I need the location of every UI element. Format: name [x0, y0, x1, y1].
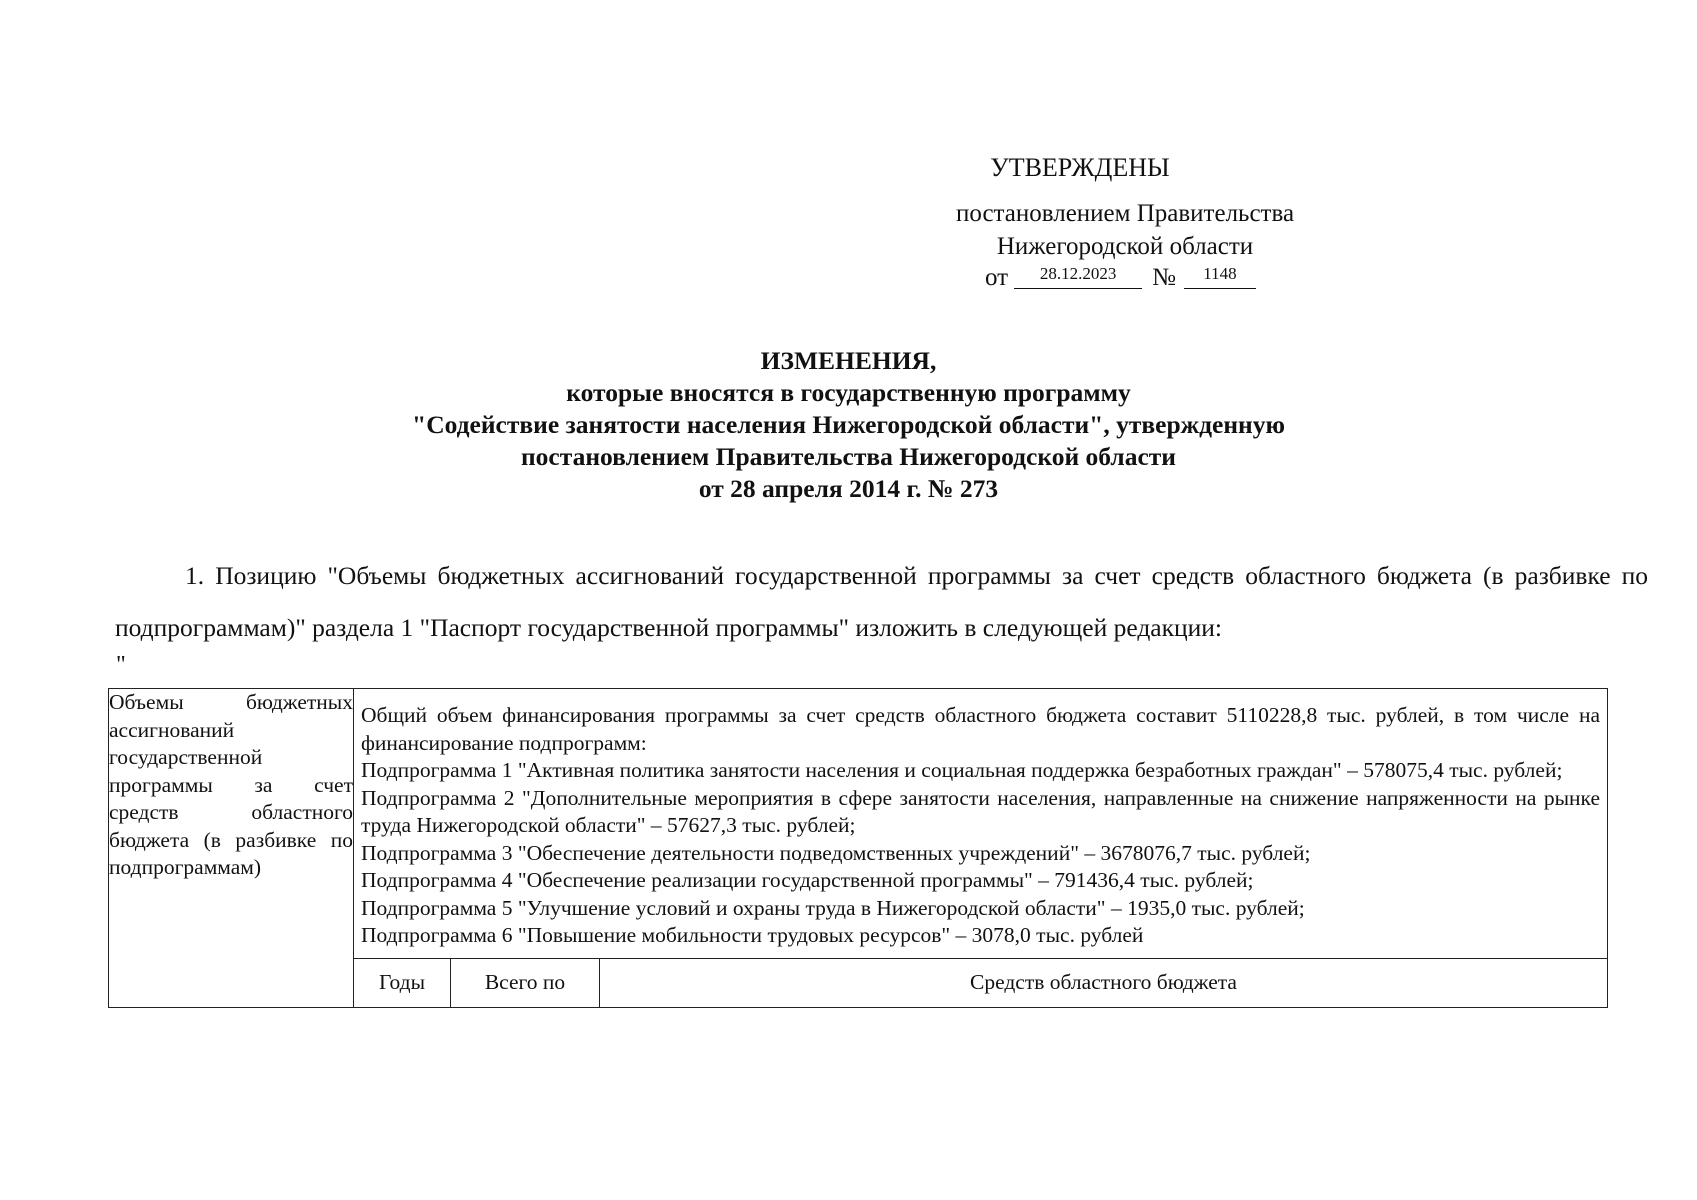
approval-date-row [985, 264, 1256, 292]
approval-date: 28.12.2023 [1014, 264, 1142, 289]
subprogram-2: Подпрограмма 2 "Дополнительные мероприятия в сфере занятости населения, направленные на снижение напряженности на рынке труда Нижегородской области" – 57627,3 тыс. рублей; [361, 785, 1600, 837]
passport-row-content [354, 689, 1608, 1008]
subprogram-1: Подпрограмма 1 "Активная политика занятости населения и социальная поддержка безработных граждан" – 578075,4 тыс. рублей; [361, 758, 1563, 782]
title-line-5: от 28 апреля 2014 г. № 273 [698, 474, 999, 503]
subprogram-5: Подпрограмма 5 "Улучшение условий и охраны труда в Нижегородской области" – 1935,0 тыс. рублей; [361, 895, 1305, 920]
passport-row-label: Объемы бюджетных ассигнований государственной программы за счет средств областного бюджета (в разбивке по подпрограммам) [109, 689, 354, 1008]
approval-number: 1148 [1184, 264, 1256, 289]
paragraph-1 [115, 550, 1648, 654]
col-total-header: Всего по [451, 958, 600, 1007]
approval-line-1: постановлением Правительства [955, 200, 1295, 227]
title-line-2: которые вносятся в государственную программу [566, 378, 1131, 407]
subprogram-3: Подпрограмма 3 "Обеспечение деятельности подведомственных учреждений" – 3678076,7 тыс. рублей; [361, 840, 1311, 865]
col-budget-header: Средств областного бюджета [600, 958, 1608, 1007]
approval-heading: УТВЕРЖДЕНЫ [990, 153, 1170, 182]
col-years-header: Годы [354, 958, 451, 1007]
open-quote: " [116, 652, 126, 678]
from-label: от [985, 264, 1009, 291]
approval-line-2: Нижегородской области [996, 233, 1254, 260]
funding-intro: Общий объем финансирования программы за счет средств областного бюджета составит 5110228,8 тыс. рублей, в том числе на финансирование подпрограмм: [361, 703, 1600, 755]
years-table [354, 958, 1607, 1007]
subprogram-4: Подпрограмма 4 "Обеспечение реализации государственной программы" – 791436,4 тыс. рублей; [361, 868, 1254, 892]
title-line-4: постановлением Правительства Нижегородской области [520, 442, 1176, 471]
paragraph-1-text: 1. Позицию "Объемы бюджетных ассигнований государственной программы за счет средств областного бюджета (в разбивке по подпрограммам)" раздела 1 "Паспорт государственной программы" изложить в следующей редакции: [115, 561, 1648, 642]
subprogram-6: Подпрограмма 6 "Повышение мобильности трудовых ресурсов" – 3078,0 тыс. рублей [361, 923, 1144, 947]
number-label: № [1152, 264, 1176, 291]
title-line-3: "Содействие занятости населения Нижегородской области", утвержденную [412, 410, 1285, 439]
passport-table [108, 688, 1608, 1008]
document-title: ИЗМЕНЕНИЯ, [760, 346, 937, 375]
